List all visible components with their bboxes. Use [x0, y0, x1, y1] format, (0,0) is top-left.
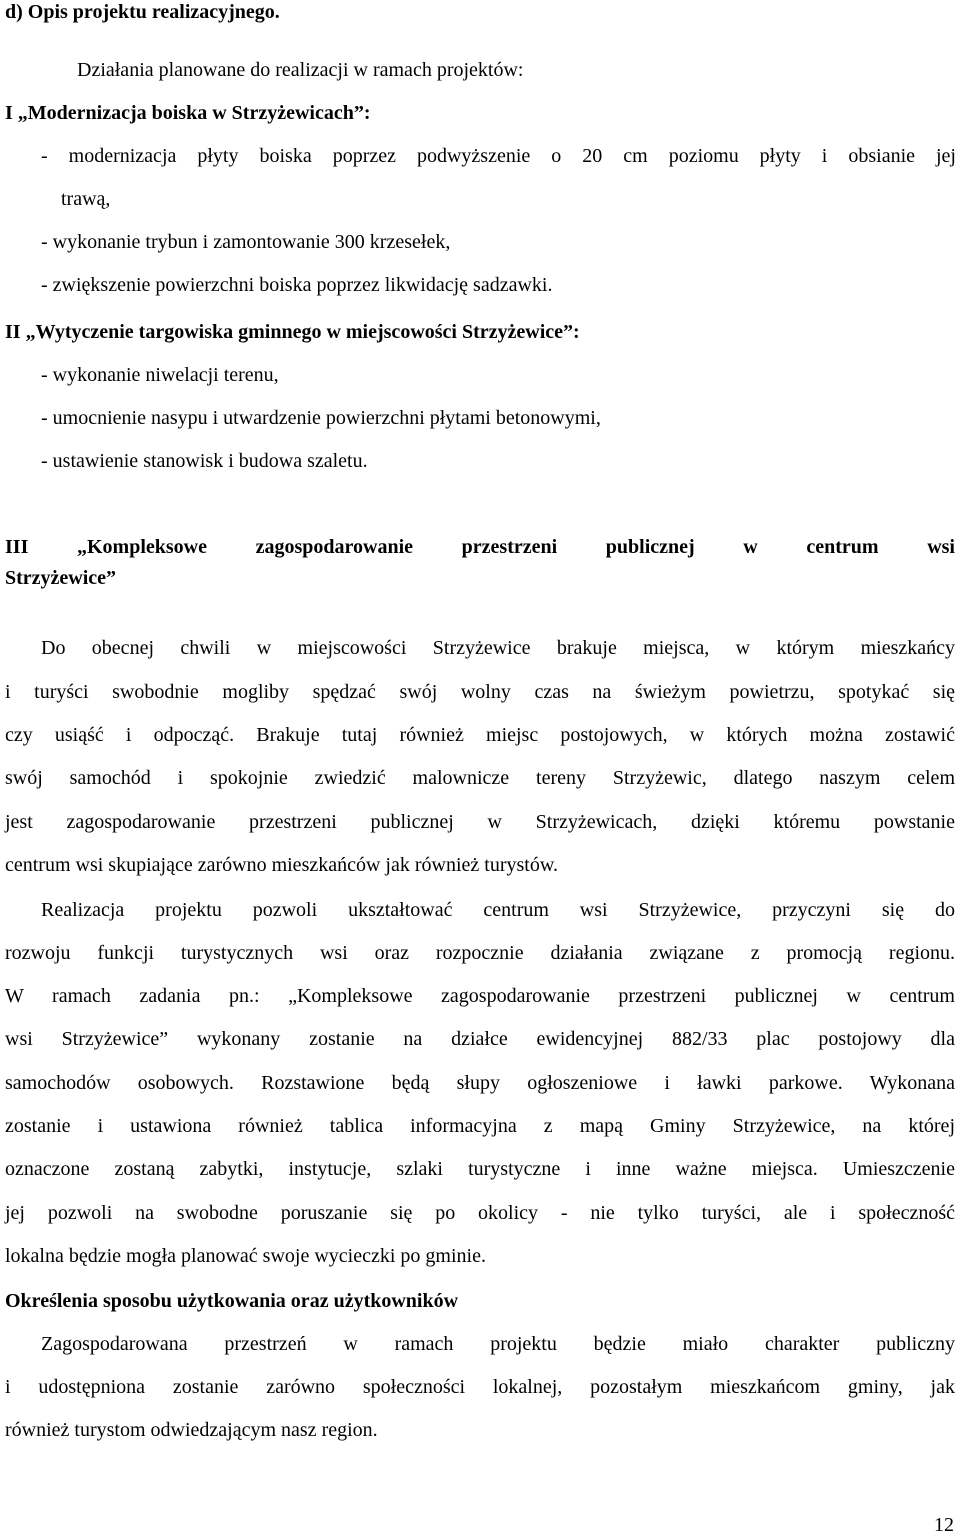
paragraph3-line: i udostępniona zostanie zarówno społeczności lokalnej, pozostałym mieszkańcom gminy, jak: [5, 1376, 955, 1398]
paragraph3-line: również turystom odwiedzającym nasz region.: [5, 1419, 378, 1441]
paragraph2-line: jej pozwoli na swobodne poruszanie się po okolicy - nie tylko turyści, ale i społeczność: [5, 1202, 955, 1224]
paragraph2-line: lokalna będzie mogła planować swoje wycieczki po gminie.: [5, 1245, 486, 1267]
project1-title: I „Modernizacja boiska w Strzyżewicach”:: [5, 102, 371, 124]
project3-title-line1: III „Kompleksowe zagospodarowanie przestrzeni publicznej w centrum wsi: [5, 536, 955, 558]
usage-heading: Określenia sposobu użytkowania oraz użytkowników: [5, 1290, 459, 1312]
paragraph2-line: W ramach zadania pn.: „Kompleksowe zagospodarowanie przestrzeni publicznej w centrum: [5, 985, 955, 1007]
paragraph1-line: Do obecnej chwili w miejscowości Strzyżewice brakuje miejsca, w którym mieszkańcy: [41, 637, 955, 659]
paragraph2-line: rozwoju funkcji turystycznych wsi oraz rozpocznie działania związane z promocją regionu.: [5, 942, 955, 964]
paragraph2-line: Realizacja projektu pozwoli ukształtować centrum wsi Strzyżewice, przyczyni się do: [41, 899, 955, 921]
project2-item: - umocnienie nasypu i utwardzenie powierzchni płytami betonowymi,: [41, 407, 601, 429]
paragraph1-line: centrum wsi skupiające zarówno mieszkańców jak również turystów.: [5, 854, 558, 876]
paragraph3-line: Zagospodarowana przestrzeń w ramach projektu będzie miało charakter publiczny: [41, 1333, 955, 1355]
paragraph1-line: swój samochód i spokojnie zwiedzić malownicze tereny Strzyżewic, dlatego naszym celem: [5, 767, 955, 789]
project2-item: - wykonanie niwelacji terenu,: [41, 364, 279, 386]
project3-title-line2: Strzyżewice”: [5, 567, 117, 589]
paragraph2-line: oznaczone zostaną zabytki, instytucje, szlaki turystyczne i inne ważne miejsca. Umieszczenie: [5, 1158, 955, 1180]
paragraph2-line: samochodów osobowych. Rozstawione będą słupy ogłoszeniowe i ławki parkowe. Wykonana: [5, 1072, 955, 1094]
paragraph2-line: wsi Strzyżewice” wykonany zostanie na działce ewidencyjnej 882/33 plac postojowy dla: [5, 1028, 955, 1050]
project1-item: - zwiększenie powierzchni boiska poprzez likwidację sadzawki.: [41, 274, 553, 296]
section-heading: d) Opis projektu realizacyjnego.: [5, 1, 280, 23]
project1-item: - modernizacja płyty boiska poprzez podwyższenie o 20 cm poziomu płyty i obsianie jej: [41, 145, 956, 167]
actions-intro: Działania planowane do realizacji w ramach projektów:: [77, 59, 524, 81]
project1-item: trawą,: [61, 188, 111, 210]
paragraph1-line: czy usiąść i odpocząć. Brakuje tutaj również miejsc postojowych, w których można zostawić: [5, 724, 955, 746]
project1-item: - wykonanie trybun i zamontowanie 300 krzesełek,: [41, 231, 451, 253]
paragraph2-line: zostanie i ustawiona również tablica informacyjna z mapą Gminy Strzyżewice, na której: [5, 1115, 955, 1137]
project2-title: II „Wytyczenie targowiska gminnego w miejscowości Strzyżewice”:: [5, 321, 580, 343]
paragraph1-line: i turyści swobodnie mogliby spędzać swój wolny czas na świeżym powietrzu, spotykać się: [5, 681, 955, 703]
project2-item: - ustawienie stanowisk i budowa szaletu.: [41, 450, 368, 472]
paragraph1-line: jest zagospodarowanie przestrzeni publicznej w Strzyżewicach, dzięki któremu powstanie: [5, 811, 955, 833]
page-number: 12: [934, 1514, 954, 1536]
